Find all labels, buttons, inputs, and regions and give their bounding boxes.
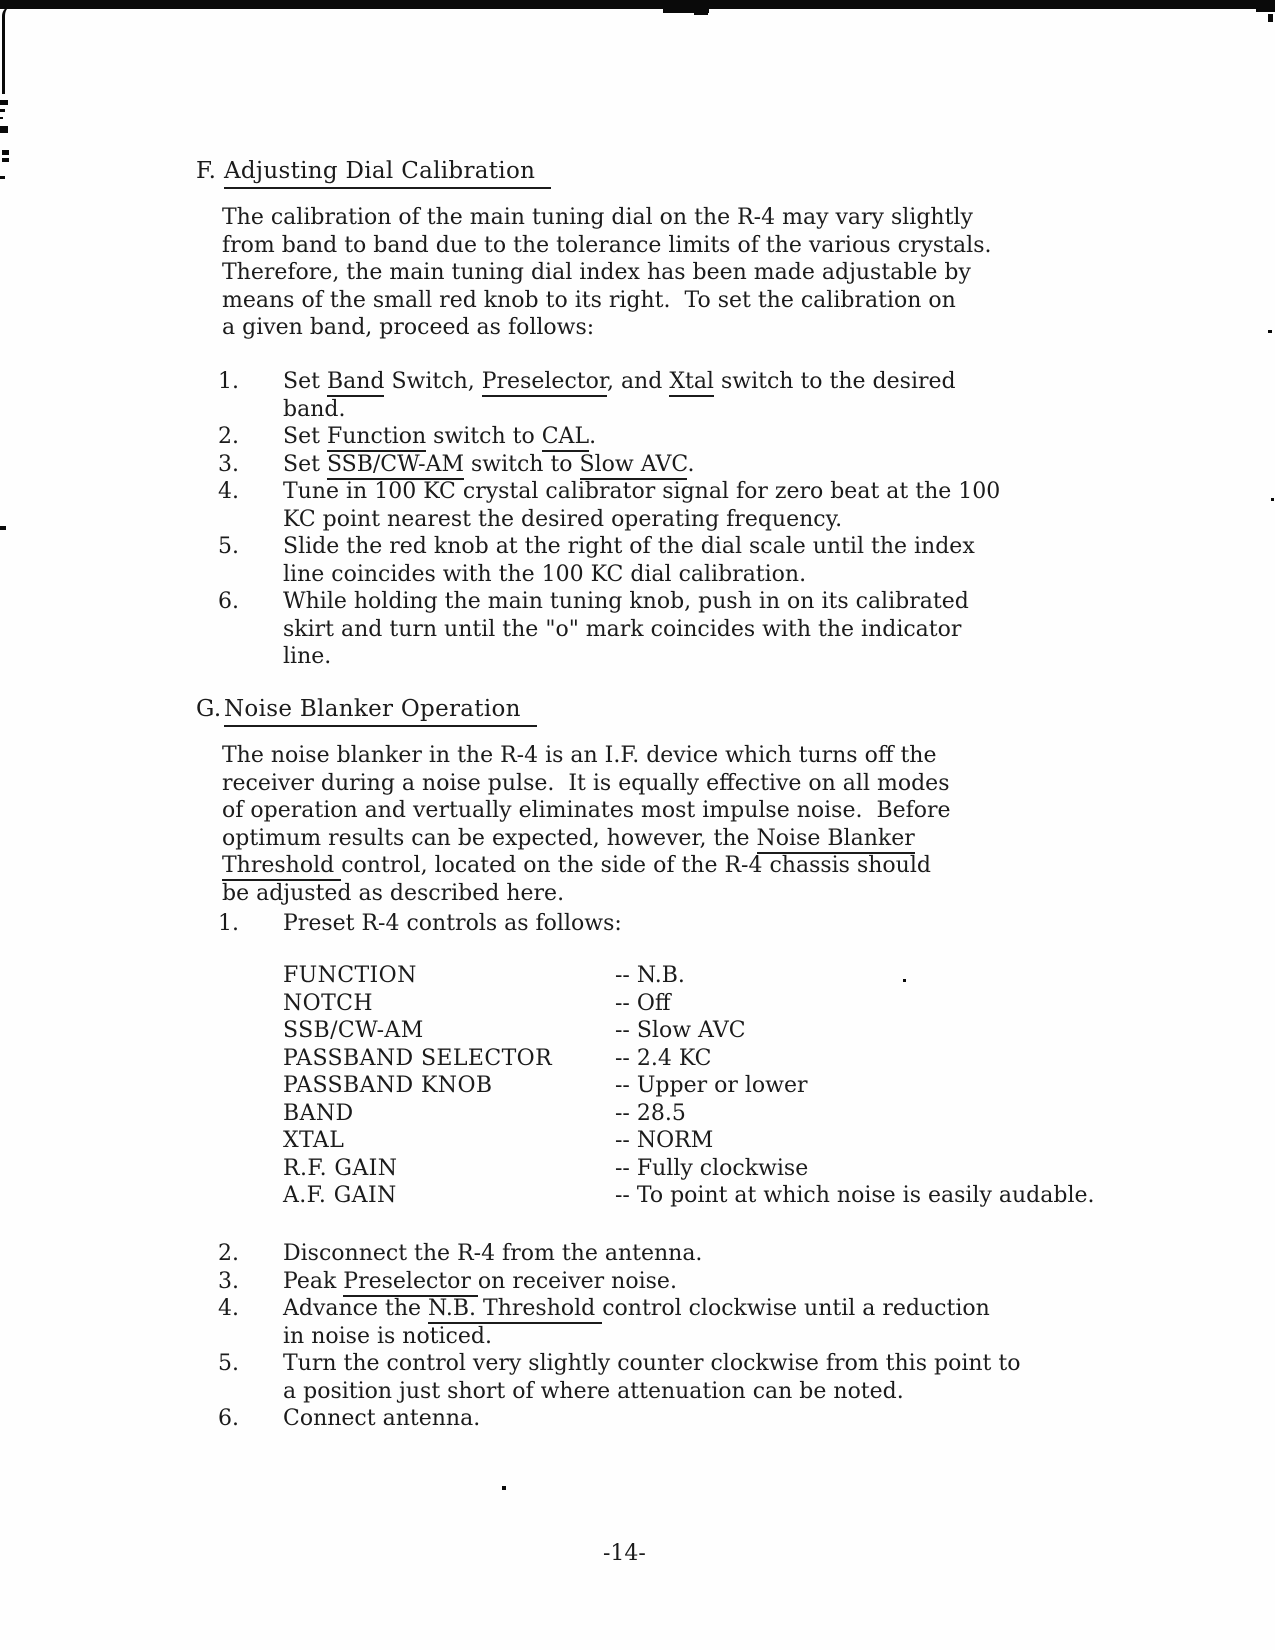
control-label: A.F. GAIN bbox=[283, 1183, 397, 1208]
text-line: The noise blanker in the R-4 is an I.F. device which turns off the bbox=[222, 743, 937, 768]
scan-artifact bbox=[0, 176, 5, 179]
control-value: -- Slow AVC bbox=[615, 1018, 746, 1043]
text-line: of operation and vertually eliminates most impulse noise. Before bbox=[222, 798, 951, 823]
step-number: 2. bbox=[218, 1241, 239, 1266]
control-label: PASSBAND SELECTOR bbox=[283, 1045, 553, 1071]
text-line: Threshold control, located on the side of the R-4 chassis should bbox=[222, 852, 951, 880]
step-number: 1. bbox=[218, 369, 239, 394]
text-line: a given band, proceed as follows: bbox=[222, 315, 595, 340]
section-f-letter: F. bbox=[196, 158, 217, 184]
table-row bbox=[283, 1182, 1095, 1210]
step-number: 4. bbox=[218, 479, 239, 504]
step-number: 3. bbox=[218, 451, 239, 477]
section-g-steps bbox=[218, 1240, 1020, 1433]
table-row bbox=[283, 1155, 1095, 1183]
step-text bbox=[283, 1268, 677, 1296]
list-item bbox=[218, 1350, 1020, 1405]
text-line: optimum results can be expected, however, the Noise Blanker bbox=[222, 825, 951, 853]
text-line: Disconnect the R-4 from the antenna. bbox=[283, 1241, 703, 1266]
scan-artifact bbox=[1268, 330, 1272, 333]
table-row bbox=[283, 1127, 1095, 1155]
text-line: Set SSB/CW-AM switch to Slow AVC. bbox=[283, 451, 694, 479]
control-value: -- NORM bbox=[615, 1128, 714, 1153]
step-number: 1. bbox=[218, 911, 239, 936]
text-line: Therefore, the main tuning dial index has been made adjustable by bbox=[222, 260, 971, 285]
text-line: line coincides with the 100 KC dial calibration. bbox=[283, 561, 807, 587]
scan-corner-artifact bbox=[2, 6, 19, 94]
step-number: 5. bbox=[218, 1351, 239, 1376]
section-f-intro bbox=[222, 204, 992, 342]
table-row bbox=[283, 1017, 1095, 1045]
control-label: BAND bbox=[283, 1100, 354, 1126]
text-line: Advance the N.B. Threshold control clockwise until a reduction bbox=[283, 1295, 990, 1323]
text-line: line. bbox=[283, 644, 332, 669]
table-row bbox=[283, 962, 1095, 990]
text-line: from band to band due to the tolerance limits of the various crystals. bbox=[222, 232, 992, 258]
step-number: 4. bbox=[218, 1296, 239, 1321]
scan-artifact bbox=[1256, 0, 1275, 12]
text-line: a position just short of where attenuation can be noted. bbox=[283, 1378, 904, 1404]
list-item bbox=[218, 910, 622, 938]
step-text bbox=[283, 588, 969, 671]
scan-artifact bbox=[0, 117, 3, 119]
list-item bbox=[218, 1295, 1020, 1350]
text-line: means of the small red knob to its right. To set the calibration on bbox=[222, 287, 956, 313]
scan-artifact bbox=[1271, 498, 1274, 501]
text-line: skirt and turn until the "o" mark coincides with the indicator bbox=[283, 616, 962, 642]
scan-artifact bbox=[694, 9, 708, 15]
control-label: R.F. GAIN bbox=[283, 1155, 398, 1181]
step-text bbox=[283, 478, 1000, 533]
scan-artifact bbox=[0, 100, 8, 105]
step-text bbox=[283, 451, 694, 479]
control-label: XTAL bbox=[283, 1128, 345, 1153]
scan-edge-artifact bbox=[0, 0, 1275, 9]
section-g-title: Noise Blanker Operation bbox=[224, 696, 537, 727]
step-text bbox=[283, 1405, 480, 1433]
list-item bbox=[218, 1240, 1020, 1268]
list-item bbox=[218, 1405, 1020, 1433]
section-g-intro bbox=[222, 742, 951, 907]
step-text bbox=[283, 423, 596, 451]
control-value: -- N.B. bbox=[615, 963, 685, 988]
step-number: 6. bbox=[218, 1406, 239, 1431]
text-line: Tune in 100 KC crystal calibrator signal for zero beat at the 100 bbox=[283, 479, 1001, 504]
step-text bbox=[283, 1240, 702, 1268]
scan-artifact bbox=[1268, 14, 1273, 22]
control-value: -- Fully clockwise bbox=[615, 1155, 809, 1181]
text-line: in noise is noticed. bbox=[283, 1323, 492, 1349]
section-g-heading bbox=[196, 694, 537, 724]
list-item bbox=[218, 368, 1000, 423]
text-line: Peak Preselector on receiver noise. bbox=[283, 1268, 677, 1296]
control-label: NOTCH bbox=[283, 990, 373, 1016]
text-line: receiver during a noise pulse. It is equally effective on all modes bbox=[222, 770, 950, 796]
table-row bbox=[283, 1072, 1095, 1100]
step-text bbox=[283, 368, 956, 423]
scan-artifact bbox=[0, 109, 5, 112]
step-text bbox=[283, 1350, 1020, 1405]
step-text bbox=[283, 533, 975, 588]
table-row bbox=[283, 1045, 1095, 1073]
scan-artifact bbox=[0, 526, 6, 530]
text-line: KC point nearest the desired operating frequency. bbox=[283, 506, 843, 532]
text-line: Connect antenna. bbox=[283, 1406, 481, 1431]
scan-artifact bbox=[502, 1486, 506, 1490]
control-label: FUNCTION bbox=[283, 963, 417, 988]
text-line: band. bbox=[283, 396, 346, 422]
step-number: 2. bbox=[218, 424, 239, 449]
list-item bbox=[218, 588, 1000, 671]
list-item bbox=[218, 423, 1000, 451]
control-value: -- Off bbox=[615, 990, 671, 1016]
section-g-step-1 bbox=[218, 910, 622, 938]
list-item bbox=[218, 478, 1000, 533]
control-value: -- To point at which noise is easily audable. bbox=[615, 1183, 1095, 1208]
section-f-heading bbox=[196, 156, 551, 186]
table-row bbox=[283, 990, 1095, 1018]
text-line: Preset R-4 controls as follows: bbox=[283, 911, 622, 936]
control-label: SSB/CW-AM bbox=[283, 1018, 424, 1043]
text-line: Set Function switch to CAL. bbox=[283, 423, 596, 451]
page-number: -14- bbox=[603, 1541, 646, 1566]
controls-table bbox=[283, 962, 1095, 1210]
step-number: 3. bbox=[218, 1268, 239, 1294]
step-number: 6. bbox=[218, 589, 239, 614]
text-line: The calibration of the main tuning dial on the R-4 may vary slightly bbox=[222, 205, 973, 230]
list-item bbox=[218, 1268, 1020, 1296]
list-item bbox=[218, 533, 1000, 588]
control-value: -- Upper or lower bbox=[615, 1073, 808, 1098]
control-label: PASSBAND KNOB bbox=[283, 1073, 493, 1098]
text-line: Slide the red knob at the right of the dial scale until the index bbox=[283, 534, 975, 559]
scan-artifact bbox=[2, 150, 9, 155]
text-line: Turn the control very slightly counter clockwise from this point to bbox=[283, 1351, 1021, 1376]
table-row bbox=[283, 1100, 1095, 1128]
step-text bbox=[283, 1295, 990, 1350]
section-f-steps bbox=[218, 368, 1000, 671]
scan-artifact bbox=[2, 158, 9, 162]
control-value: -- 28.5 bbox=[615, 1100, 686, 1126]
list-item bbox=[218, 451, 1000, 479]
section-f-title: Adjusting Dial Calibration bbox=[224, 158, 551, 189]
scan-artifact bbox=[0, 126, 8, 133]
text-line: be adjusted as described here. bbox=[222, 880, 565, 906]
section-g-letter: G. bbox=[196, 696, 222, 722]
step-number: 5. bbox=[218, 534, 239, 559]
text-line: Set Band Switch, Preselector, and Xtal switch to the desired bbox=[283, 368, 956, 396]
text-line: While holding the main tuning knob, push in on its calibrated bbox=[283, 589, 969, 614]
control-value: -- 2.4 KC bbox=[615, 1045, 712, 1071]
